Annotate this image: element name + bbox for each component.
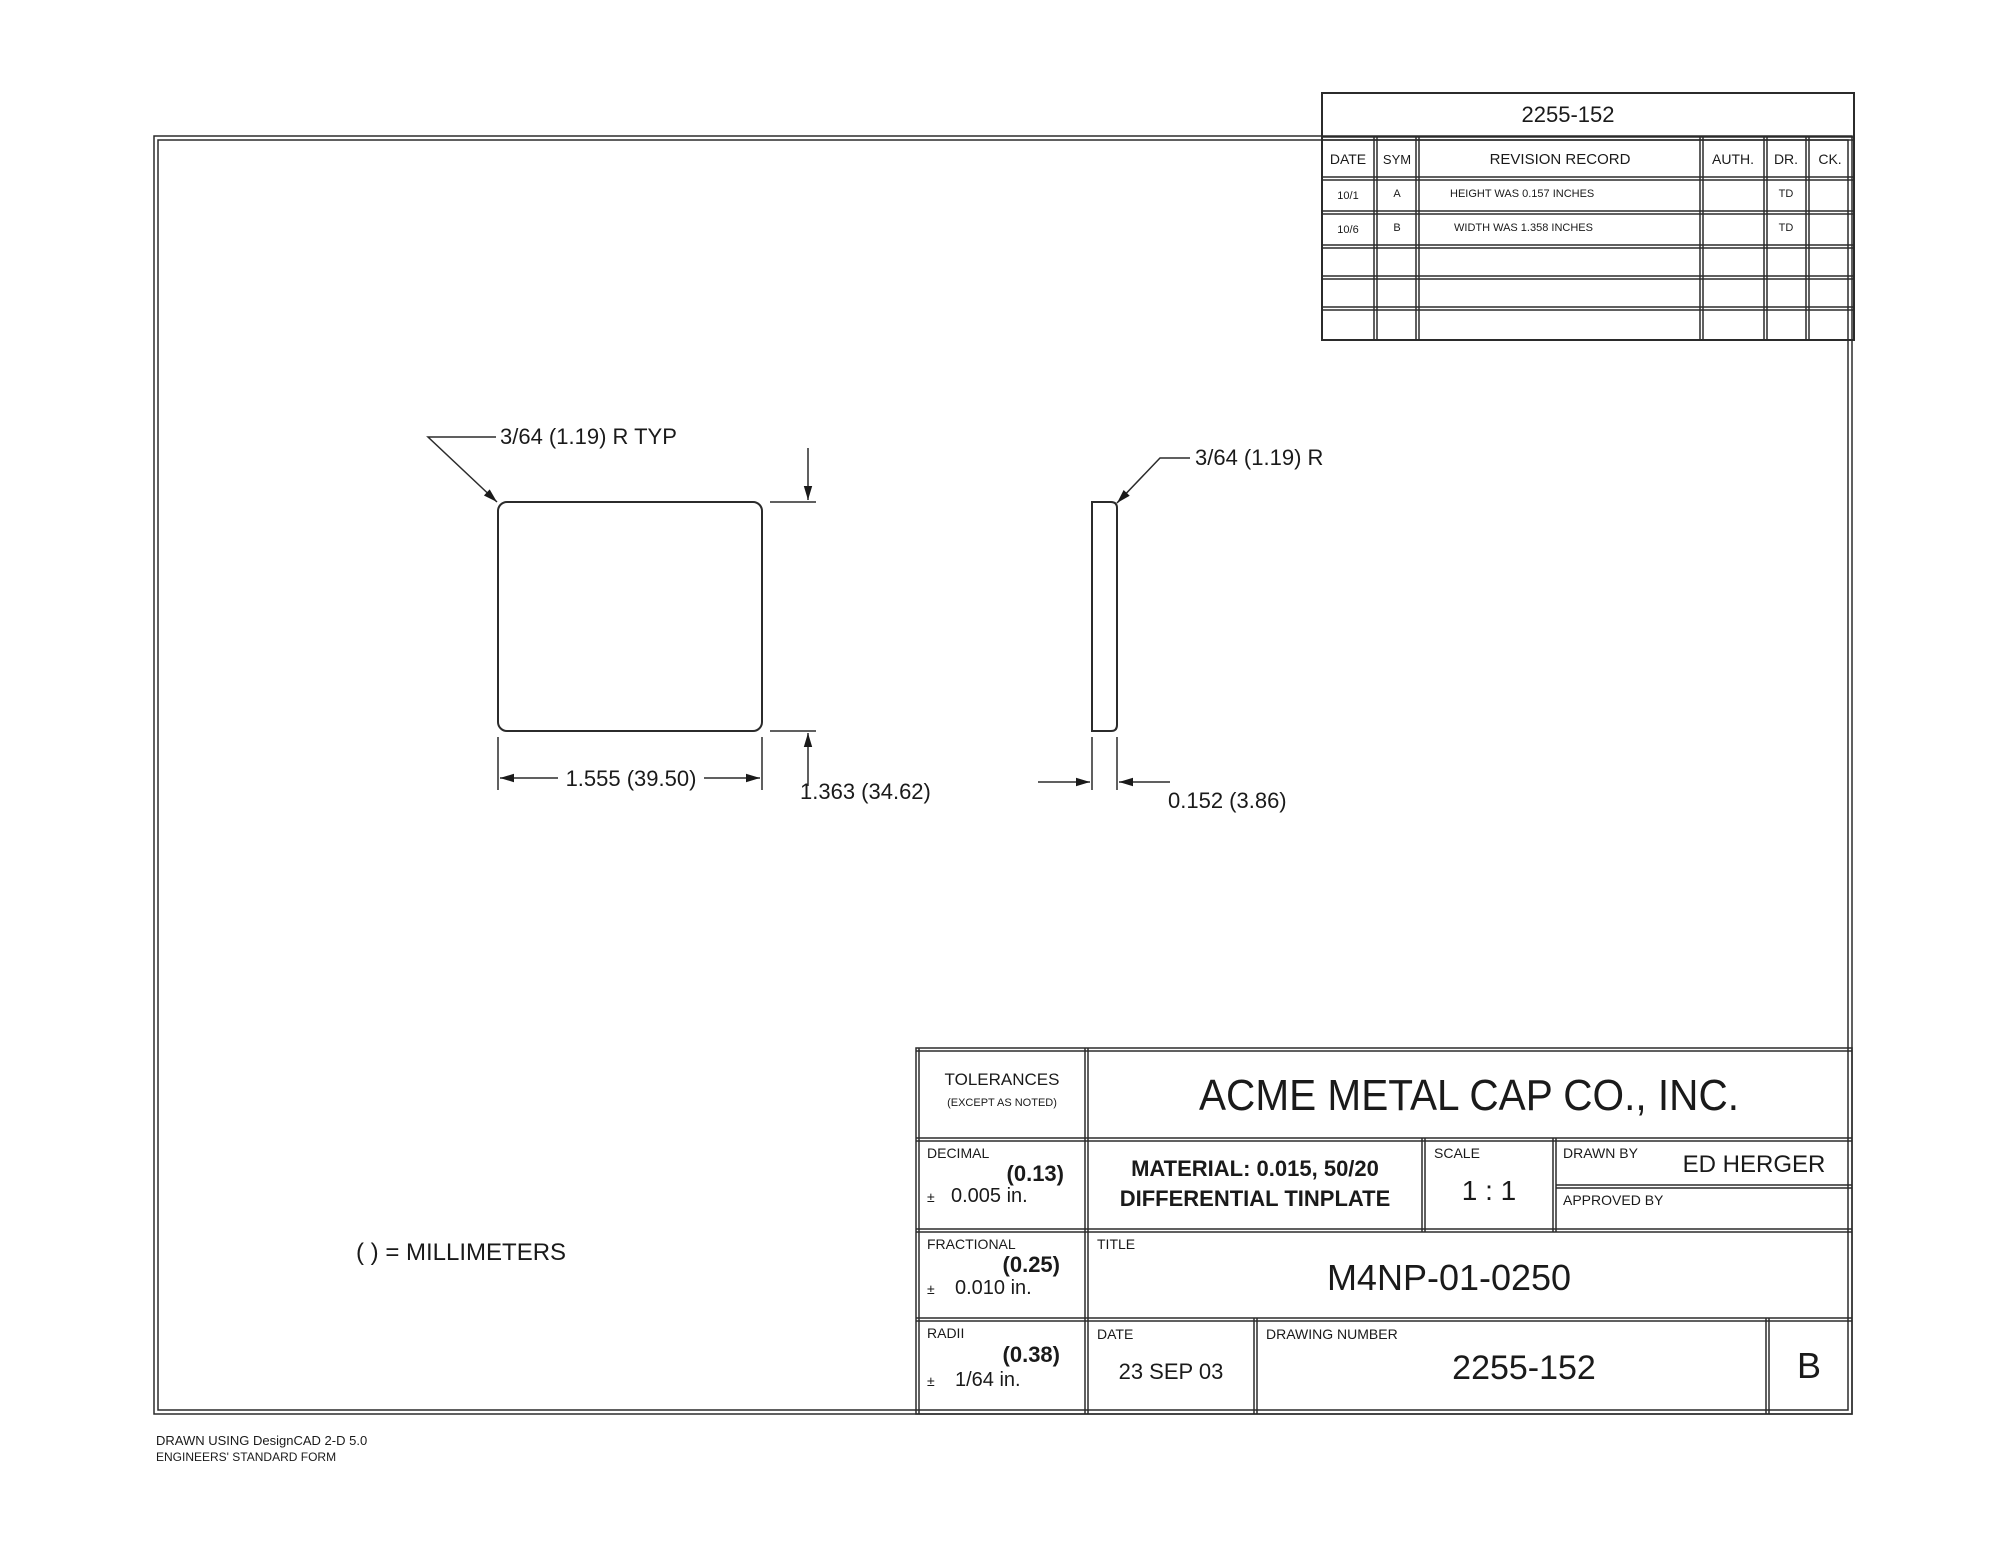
radii-mm: (0.38) — [1002, 1342, 1060, 1367]
front-radius-note: 3/64 (1.19) R TYP — [500, 424, 677, 449]
scale-value: 1 : 1 — [1461, 1175, 1517, 1206]
front-radius-leader — [428, 437, 497, 502]
front-view — [428, 424, 931, 804]
company-name: ACME METAL CAP CO., INC. — [1199, 1071, 1739, 1120]
scale-label: SCALE — [1434, 1145, 1480, 1161]
rev-row-date: 10/1 — [1337, 190, 1359, 202]
units-note: ( ) = MILLIMETERS — [356, 1239, 567, 1266]
side-thickness-dimension: 0.152 (3.86) — [1168, 788, 1287, 813]
drawn-by-label: DRAWN BY — [1563, 1145, 1638, 1161]
front-width-dimension: 1.555 (39.50) — [565, 766, 697, 791]
title-label: TITLE — [1097, 1236, 1136, 1252]
decimal-inches: 0.005 in. — [951, 1185, 1028, 1207]
date-label: DATE — [1097, 1326, 1134, 1342]
title-value: M4NP-01-0250 — [1326, 1257, 1572, 1298]
radii-label: RADII — [927, 1325, 965, 1341]
decimal-mm: (0.13) — [1006, 1161, 1064, 1186]
side-radius-note: 3/64 (1.19) R — [1195, 445, 1324, 470]
date-value: 23 SEP 03 — [1118, 1359, 1224, 1384]
drawing-number-value: 2255-152 — [1452, 1349, 1596, 1387]
rev-header-record: REVISION RECORD — [1489, 151, 1631, 168]
radii-plus-minus: ± — [927, 1373, 935, 1389]
rev-row-sym: B — [1393, 222, 1401, 234]
rev-row-record: HEIGHT WAS 0.157 INCHES — [1450, 188, 1595, 200]
fractional-label: FRACTIONAL — [927, 1236, 1016, 1252]
side-view-outline — [1092, 502, 1117, 731]
radii-inches: 1/64 in. — [955, 1369, 1021, 1391]
footer-line-1: DRAWN USING DesignCAD 2-D 5.0 — [156, 1433, 368, 1448]
material-line-1: MATERIAL: 0.015, 50/20 — [1131, 1156, 1379, 1181]
fractional-inches: 0.010 in. — [955, 1277, 1032, 1299]
revision-letter: B — [1796, 1345, 1822, 1386]
tolerances-label: TOLERANCES — [944, 1070, 1060, 1089]
side-radius-leader — [1117, 458, 1190, 503]
approved-by-label: APPROVED BY — [1563, 1192, 1664, 1208]
rev-header-ck: CK. — [1818, 151, 1842, 167]
fractional-plus-minus: ± — [927, 1281, 935, 1297]
rev-header-date: DATE — [1329, 151, 1367, 167]
footer-line-2: ENGINEERS' STANDARD FORM — [156, 1450, 337, 1464]
revision-drawing-number: 2255-152 — [1521, 102, 1615, 127]
sheet-border — [154, 136, 1852, 1414]
tolerances-sub-label: (EXCEPT AS NOTED) — [947, 1097, 1057, 1109]
rev-row-dr: TD — [1778, 222, 1794, 234]
front-height-dimension: 1.363 (34.62) — [800, 779, 931, 804]
rev-row-sym: A — [1393, 188, 1401, 200]
rev-row-dr: TD — [1778, 188, 1794, 200]
rev-row-date: 10/6 — [1337, 224, 1359, 236]
drawn-by-value: ED HERGER — [1682, 1151, 1826, 1178]
rev-header-dr: DR. — [1773, 151, 1799, 167]
front-view-outline — [498, 502, 762, 731]
revision-block — [1322, 93, 1854, 340]
drawing-number-label: DRAWING NUMBER — [1266, 1326, 1398, 1342]
rev-row-record: WIDTH WAS 1.358 INCHES — [1454, 222, 1593, 234]
fractional-mm: (0.25) — [1002, 1252, 1060, 1277]
decimal-plus-minus: ± — [927, 1189, 935, 1205]
side-view — [1038, 445, 1323, 813]
title-block — [916, 1048, 1852, 1414]
rev-header-sym: SYM — [1382, 152, 1412, 167]
decimal-label: DECIMAL — [927, 1145, 990, 1161]
material-line-2: DIFFERENTIAL TINPLATE — [1119, 1186, 1391, 1211]
rev-header-auth: AUTH. — [1712, 151, 1754, 167]
